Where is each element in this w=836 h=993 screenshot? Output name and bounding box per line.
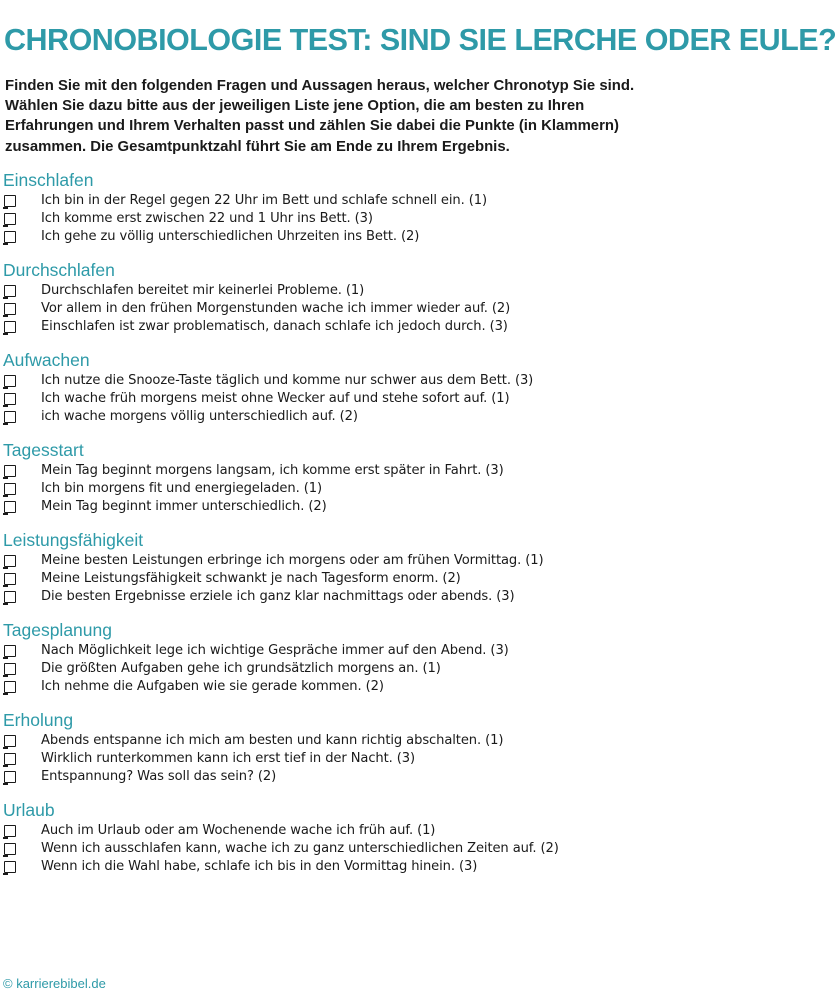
checkbox[interactable]: [4, 393, 16, 405]
section-heading: Tagesstart: [3, 440, 84, 460]
option-label: ich wache morgens völlig unterschiedlich auf. (2): [41, 409, 358, 424]
option-label: Die besten Ergebnisse erziele ich ganz klar nachmittags oder abends. (3): [41, 589, 515, 604]
checkbox[interactable]: [4, 285, 16, 297]
option-label: Ich bin in der Regel gegen 22 Uhr im Bett und schlafe schnell ein. (1): [41, 193, 488, 208]
option-label: Ich komme erst zwischen 22 und 1 Uhr ins Bett. (3): [41, 211, 373, 226]
checkbox[interactable]: [4, 231, 16, 243]
checkbox[interactable]: [4, 465, 16, 477]
option-item[interactable]: [0, 282, 645, 300]
option-item[interactable]: [0, 642, 645, 660]
section-heading: Aufwachen: [3, 350, 90, 370]
option-label: Meine besten Leistungen erbringe ich morgens oder am frühen Vormittag. (1): [41, 553, 544, 568]
option-label: Wenn ich ausschlafen kann, wache ich zu ganz unterschiedlichen Zeiten auf. (2): [41, 841, 559, 856]
checkbox[interactable]: [4, 861, 16, 873]
checkbox[interactable]: [4, 591, 16, 603]
section-urlaub: [0, 798, 645, 888]
section-tagesplanung: [0, 618, 645, 708]
option-item[interactable]: [0, 750, 645, 768]
option-item[interactable]: [0, 588, 645, 606]
checkbox[interactable]: [4, 645, 16, 657]
option-label: Vor allem in den frühen Morgenstunden wache ich immer wieder auf. (2): [41, 301, 511, 316]
checkbox[interactable]: [4, 555, 16, 567]
option-item[interactable]: [0, 678, 645, 696]
option-item[interactable]: [0, 318, 645, 336]
checkbox[interactable]: [4, 375, 16, 387]
question-sections: [0, 168, 645, 888]
option-item[interactable]: [0, 372, 645, 390]
checkbox[interactable]: [4, 843, 16, 855]
section-heading: Durchschlafen: [3, 260, 115, 280]
option-item[interactable]: [0, 822, 645, 840]
option-label: Einschlafen ist zwar problematisch, danach schlafe ich jedoch durch. (3): [41, 319, 508, 334]
option-label: Wenn ich die Wahl habe, schlafe ich bis in den Vormittag hinein. (3): [41, 859, 478, 874]
option-item[interactable]: [0, 570, 645, 588]
checkbox[interactable]: [4, 753, 16, 765]
checkbox[interactable]: [4, 735, 16, 747]
checkbox[interactable]: [4, 573, 16, 585]
checkbox[interactable]: [4, 411, 16, 423]
checkbox[interactable]: [4, 483, 16, 495]
page-title: CHRONOBIOLOGIE TEST: SIND SIE LERCHE ODER EULE?: [4, 23, 836, 58]
intro-paragraph: Finden Sie mit den folgenden Fragen und Aussagen heraus, welcher Chronotyp Sie sind. Wählen Sie dazu bitte aus der jeweiligen Liste jene Option, die am besten zu Ihren Erfahrungen und Ihrem Verhalten passt und zählen Sie dabei die Punkte (in Klammern) zusammen. Die Gesamtpunktzahl führt Sie am Ende zu Ihrem Ergebnis.: [5, 77, 635, 155]
option-label: Die größten Aufgaben gehe ich grundsätzlich morgens an. (1): [41, 661, 441, 676]
checkbox[interactable]: [4, 825, 16, 837]
checkbox[interactable]: [4, 213, 16, 225]
option-label: Mein Tag beginnt immer unterschiedlich. (2): [41, 499, 327, 514]
option-label: Nach Möglichkeit lege ich wichtige Gespräche immer auf den Abend. (3): [41, 643, 509, 658]
option-label: Entspannung? Was soll das sein? (2): [41, 769, 277, 784]
section-heading: Leistungsfähigkeit: [3, 530, 144, 550]
section-heading: Urlaub: [3, 800, 55, 820]
option-label: Auch im Urlaub oder am Wochenende wache ich früh auf. (1): [41, 823, 436, 838]
checkbox[interactable]: [4, 663, 16, 675]
option-item[interactable]: [0, 840, 645, 858]
section-erholung: [0, 708, 645, 798]
checkbox[interactable]: [4, 195, 16, 207]
option-item[interactable]: [0, 552, 645, 570]
option-item[interactable]: [0, 300, 645, 318]
option-item[interactable]: [0, 498, 645, 516]
option-label: Ich gehe zu völlig unterschiedlichen Uhrzeiten ins Bett. (2): [41, 229, 420, 244]
checkbox[interactable]: [4, 303, 16, 315]
option-item[interactable]: [0, 858, 645, 876]
option-label: Durchschlafen bereitet mir keinerlei Probleme. (1): [41, 283, 365, 298]
option-label: Ich wache früh morgens meist ohne Wecker auf und stehe sofort auf. (1): [41, 391, 510, 406]
option-item[interactable]: [0, 228, 645, 246]
option-item[interactable]: [0, 462, 645, 480]
checkbox[interactable]: [4, 501, 16, 513]
section-heading: Einschlafen: [3, 170, 94, 190]
section-einschlafen: [0, 168, 645, 258]
section-leistungsfaehigkeit: [0, 528, 645, 618]
section-durchschlafen: [0, 258, 645, 348]
option-label: Meine Leistungsfähigkeit schwankt je nach Tagesform enorm. (2): [41, 571, 461, 586]
option-item[interactable]: [0, 480, 645, 498]
section-aufwachen: [0, 348, 645, 438]
checkbox[interactable]: [4, 771, 16, 783]
option-item[interactable]: [0, 660, 645, 678]
section-heading: Erholung: [3, 710, 74, 730]
option-item[interactable]: [0, 192, 645, 210]
copyright-footer: © karrierebibel.de: [3, 976, 106, 991]
option-label: Abends entspanne ich mich am besten und kann richtig abschalten. (1): [41, 733, 504, 748]
checkbox[interactable]: [4, 321, 16, 333]
checkbox[interactable]: [4, 681, 16, 693]
option-label: Ich bin morgens fit und energiegeladen. (1): [41, 481, 322, 496]
option-label: Ich nehme die Aufgaben wie sie gerade kommen. (2): [41, 679, 384, 694]
option-label: Ich nutze die Snooze-Taste täglich und komme nur schwer aus dem Bett. (3): [41, 373, 534, 388]
option-item[interactable]: [0, 408, 645, 426]
option-item[interactable]: [0, 210, 645, 228]
option-item[interactable]: [0, 390, 645, 408]
section-tagesstart: [0, 438, 645, 528]
option-label: Wirklich runterkommen kann ich erst tief in der Nacht. (3): [41, 751, 416, 766]
section-heading: Tagesplanung: [3, 620, 112, 640]
option-label: Mein Tag beginnt morgens langsam, ich komme erst später in Fahrt. (3): [41, 463, 504, 478]
option-item[interactable]: [0, 732, 645, 750]
option-item[interactable]: [0, 768, 645, 786]
